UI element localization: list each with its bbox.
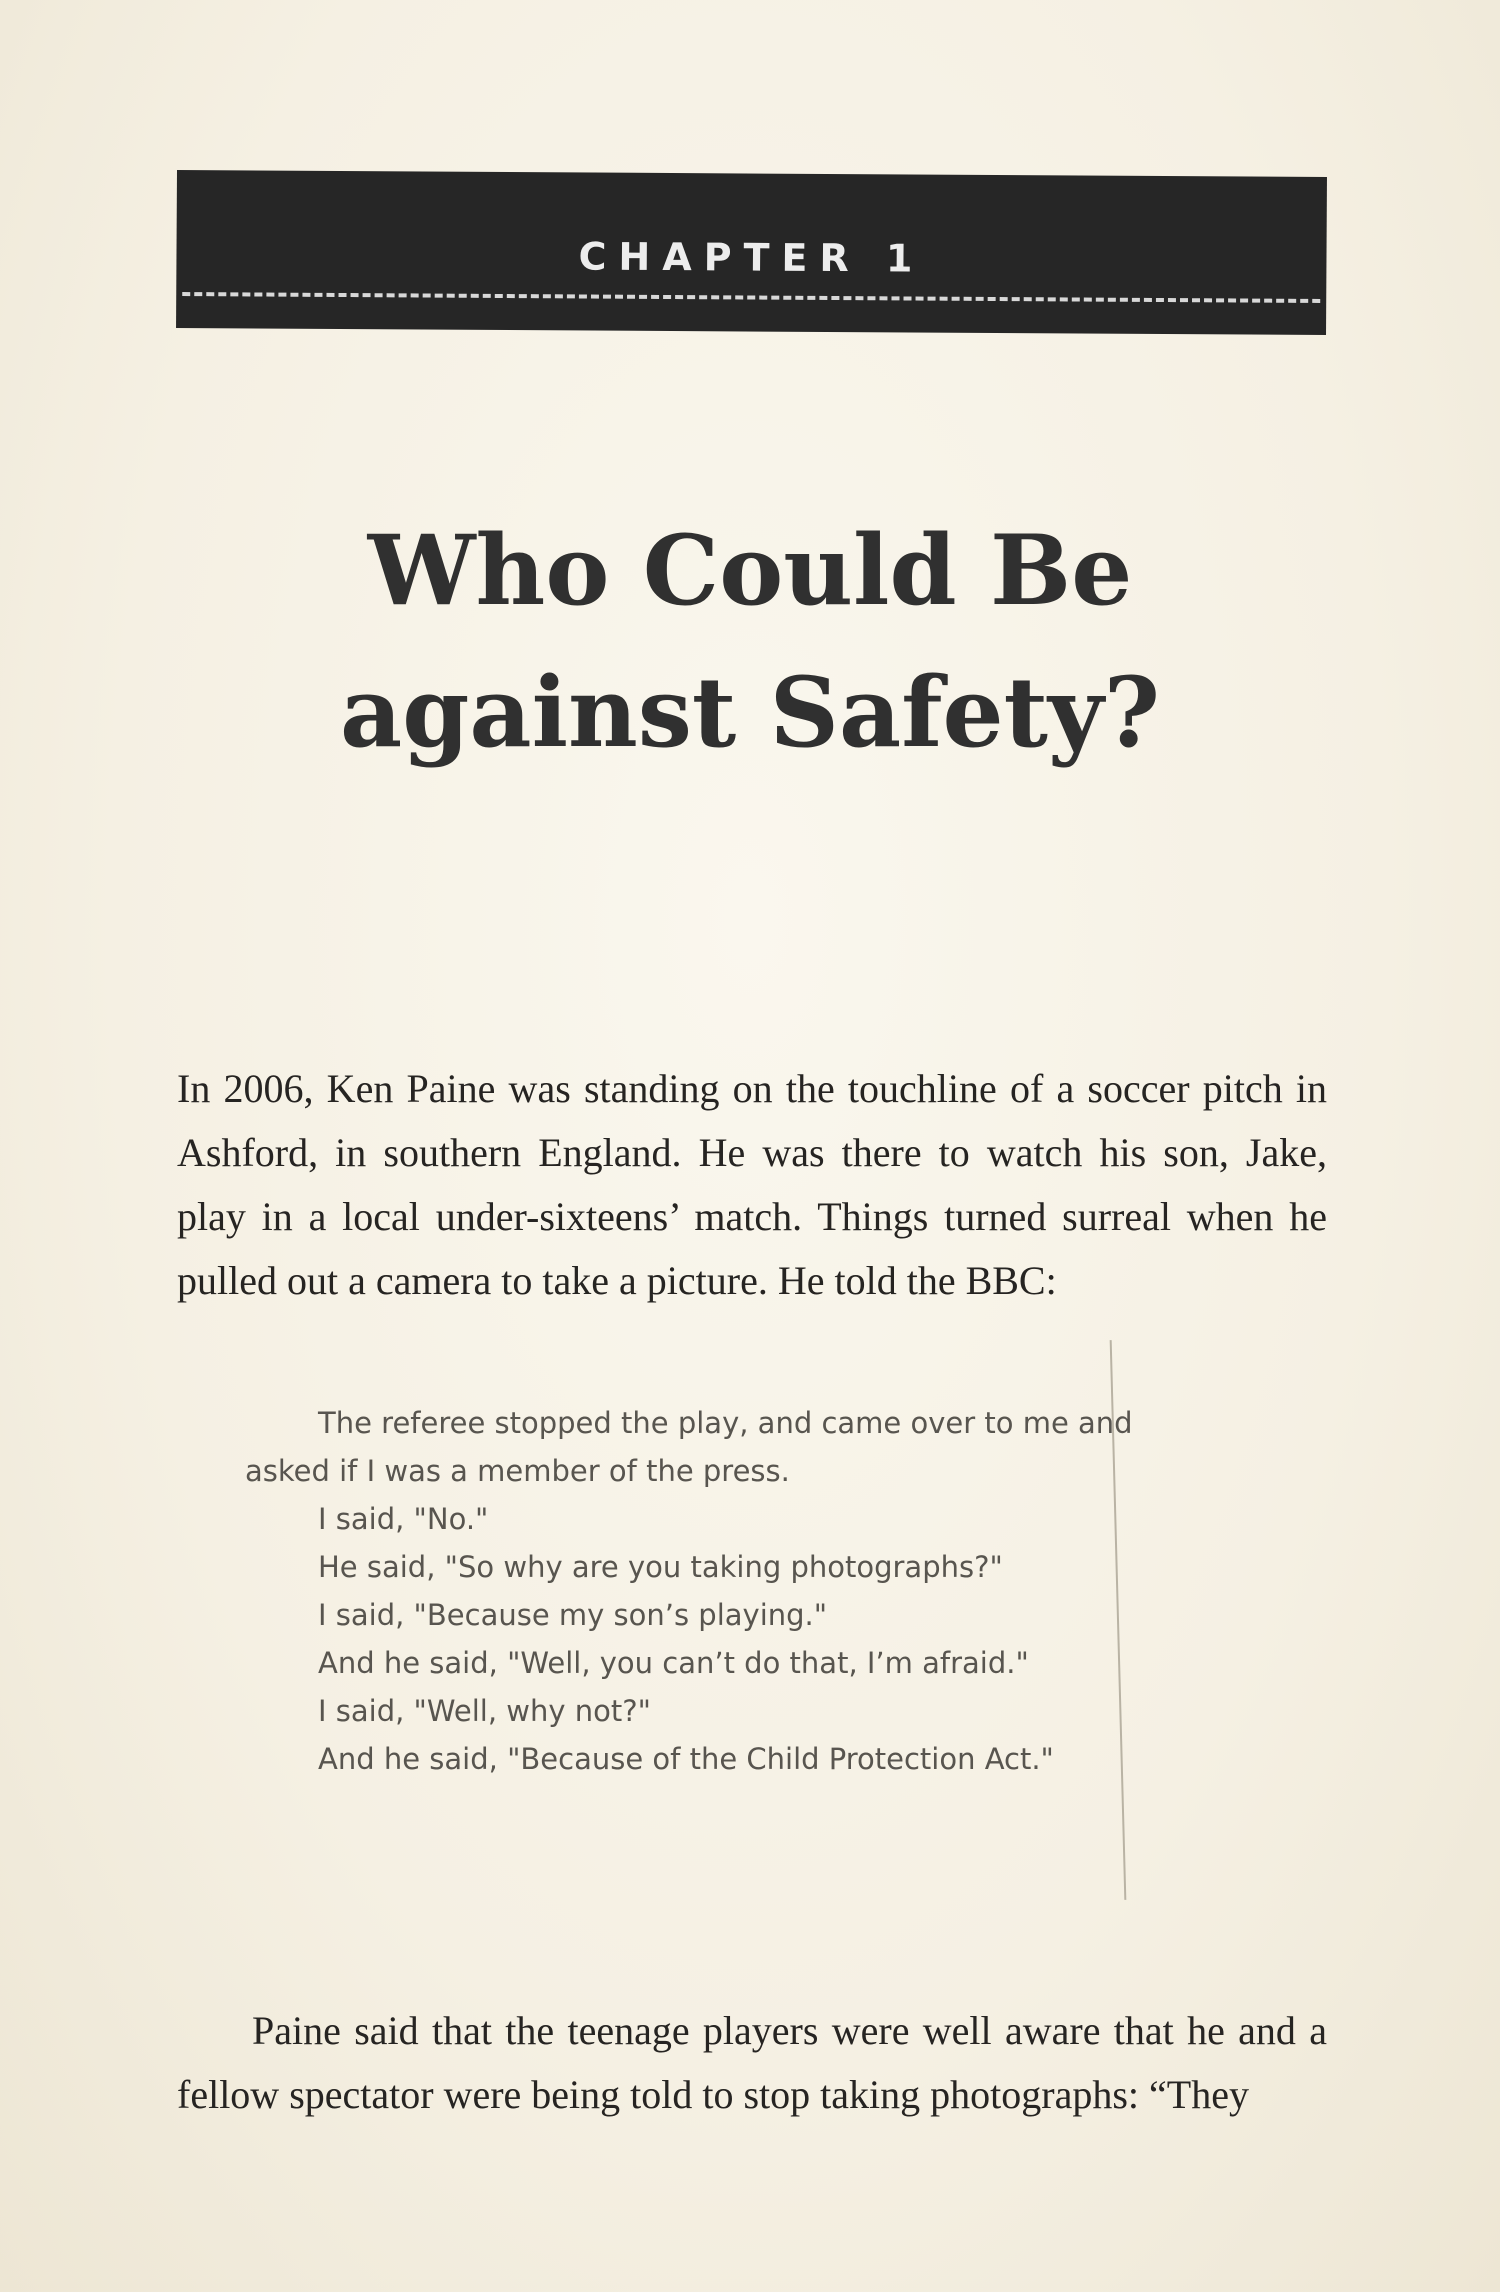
- chapter-dashed-rule: [182, 292, 1320, 303]
- quote-line: I said, "Well, why not?": [318, 1694, 651, 1728]
- quote-line: The referee stopped the play, and came over to me and: [318, 1406, 1133, 1440]
- block-quote: [245, 1399, 1285, 1783]
- quote-line: And he said, "Because of the Child Protection Act.": [318, 1742, 1054, 1776]
- chapter-title: [150, 500, 1350, 784]
- chapter-label: CHAPTER 1: [578, 234, 925, 281]
- body-paragraph: Paine said that the teenage players were well aware that he and a fellow spectator were being told to stop taking photographs: “They: [177, 2008, 1327, 2117]
- quote-line: And he said, "Well, you can’t do that, I’m afraid.": [318, 1646, 1029, 1680]
- quote-line: I said, "Because my son’s playing.": [318, 1598, 828, 1632]
- body-paragraph: In 2006, Ken Paine was standing on the touchline of a soccer pitch in Ashford, in southern England. He was there to watch his son, Jake, play in a local under-sixteens’ match. Things turned surreal when he pulled out a camera to take a picture. He told the BBC:: [177, 1066, 1327, 1303]
- quote-line: asked if I was a member of the press.: [245, 1454, 790, 1488]
- chapter-title-line-2: against Safety?: [340, 656, 1160, 769]
- quote-line: He said, "So why are you taking photographs?": [318, 1550, 1003, 1584]
- quote-line: I said, "No.": [318, 1502, 489, 1536]
- chapter-banner: [176, 170, 1327, 335]
- chapter-title-line-1: Who Could Be: [367, 514, 1133, 627]
